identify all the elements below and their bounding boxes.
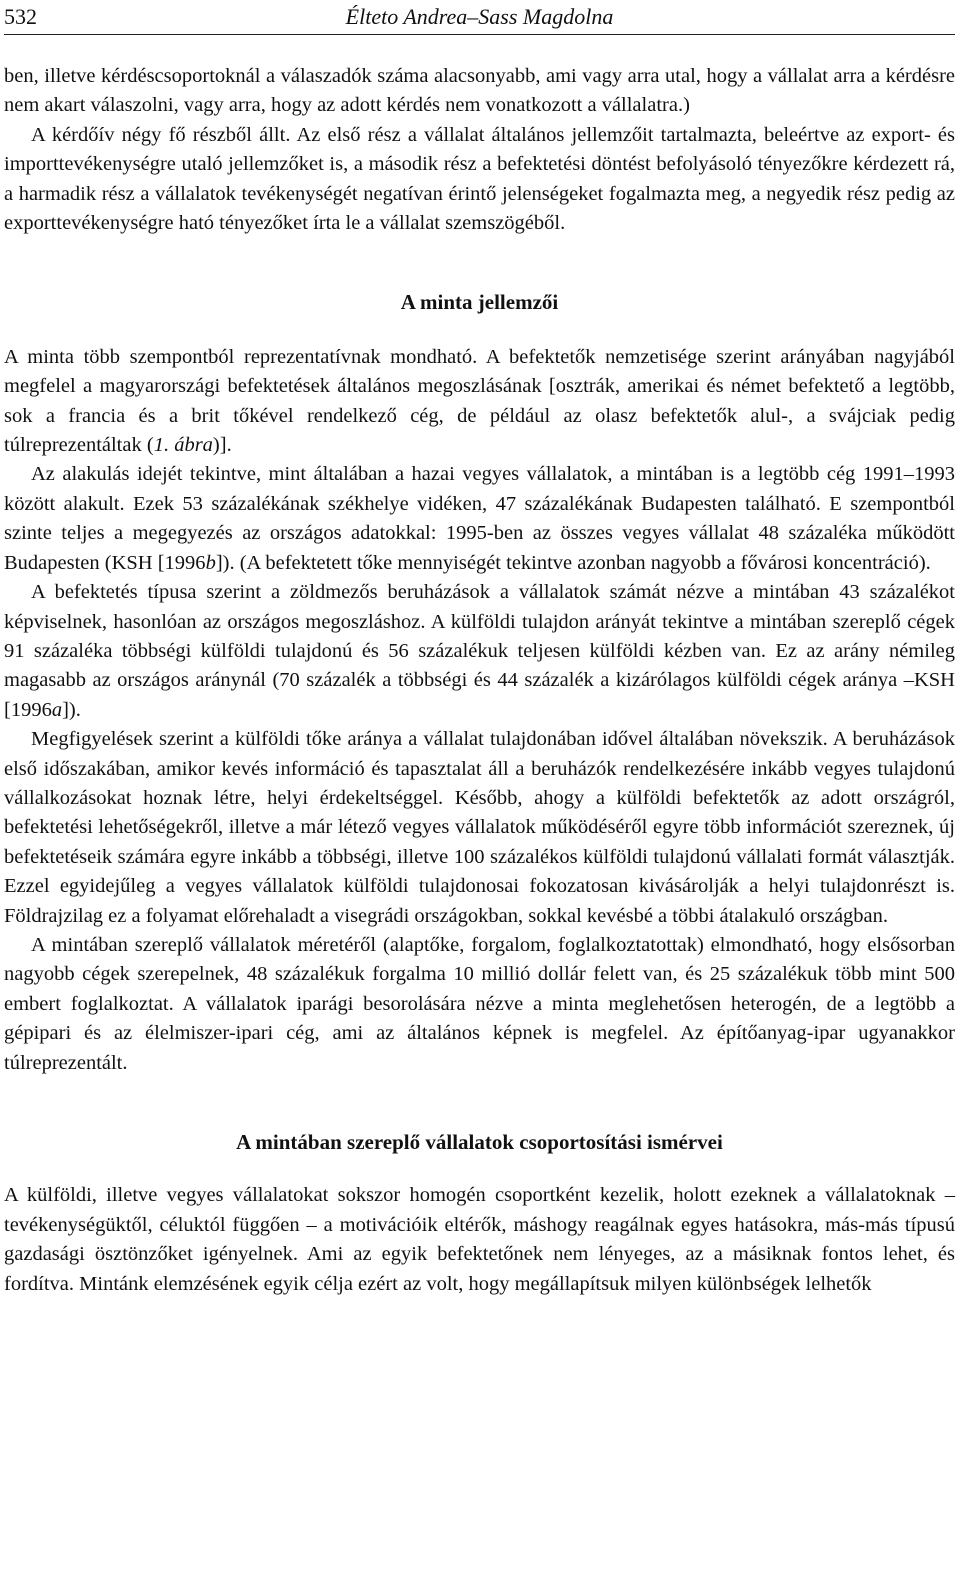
page-header bbox=[4, 2, 955, 35]
paragraph-company-size: A mintában szereplő vállalatok méretéről (alaptőke, forgalom, foglalkoztatottak) elmondható, hogy elsősorban nagyobb cégek szerepelnek, 48 százalékuk forgalma 10 millió dollár felett van, és 25 százalékuk több mint 500 embert foglalkoztat. A vállalatok iparági besorolására nézve a minta meglehetősen heterogén, de a legtöbb a gépipari és az élelmiszer-ipari cég, ami az általános képnek is megfelel. Az építőanyag-ipar ugyanakkor túlreprezentált. bbox=[4, 933, 955, 1074]
text-run: ]). bbox=[62, 698, 81, 721]
paragraph-grouping: A külföldi, illetve vegyes vállalatokat sokszor homogén csoportként kezelik, holott ezeknek a vállalatoknak – tevékenységüktől, céluktól függően – a motivációik eltérők, máshogy reagálnak egyes hatásokra, más-más típusú gazdasági ösztönzőket igényelnek. Ami az egyik befektetőnek nem lényeges, az a másiknak fontos lehet, és fordítva. Mintánk elemzésének egyik célja ezért az volt, hogy megállapítsuk milyen különbségek lelhetők bbox=[4, 1184, 955, 1295]
figure-reference: 1. ábra bbox=[153, 434, 213, 457]
citation-suffix: b bbox=[205, 551, 216, 574]
citation-suffix: a bbox=[51, 698, 63, 721]
paragraph-questionnaire: A kérdőív négy fő részből állt. Az első rész a vállalat általános jellemzőit tartalmazta, beleértve az export- és importtevékenységre utaló jellemzőket is, a második rész a befektetési döntést befolyásoló tényezőkre kérdezett rá, a harmadik rész a vállalatok tevékenységét negatívan érintő jelenségeket fogalmazta meg, a negyedik rész pedig az exporttevékenységre ható tényezőket írta le a vállalat szemszögéből. bbox=[4, 123, 955, 235]
paragraph-founding bbox=[4, 460, 955, 578]
paragraph-investment-type bbox=[4, 578, 955, 725]
section-heading-sample: A minta jellemzői bbox=[400, 290, 559, 315]
section-heading-grouping: A mintában szereplő vállalatok csoportosítási ismérvei bbox=[236, 1130, 723, 1154]
text-run: ]). (A befektetett tőke mennyiségét tekintve azonban nagyobb a fővárosi koncentráció). bbox=[215, 551, 931, 574]
running-head: Élteto Andrea–Sass Magdolna bbox=[345, 4, 614, 29]
paragraph-continued: ben, illetve kérdéscsoportoknál a válaszadók száma alacsonyabb, ami vagy arra utal, hogy a vállalat arra a kérdésre nem akart válaszolni, vagy arra, hogy az adott kérdés nem vonatkozott a vállalatra.) bbox=[4, 65, 955, 117]
article-body bbox=[4, 62, 955, 1299]
paragraph-ownership-trend: Megfigyelések szerint a külföldi tőke aránya a vállalat tulajdonában idővel általában növekszik. A beruházások első időszakában, amikor kevés információ és tapasztalat áll a beruházók rendelkezésére inkább vegyes tulajdonú vállalkozásokat hoznak létre, helyi érdekeltséggel. Később, ahogy a külföldi befektetők az adott országról, befektetési lehetőségekről, illetve a már létező vegyes vállalatok működéséről egyre több információt szereznek, új befektetéseik számára egyre inkább a többségi, illetve 100 százalékos külföldi tulajdonú vállalati formát választják. Ezzel egyidejűleg a vegyes vállalatok külföldi tulajdonosai fokozatosan kivásárolják a helyi tulajdonrészt is. Földrajzilag ez a folyamat előrehaladt a visegrádi országokban, sokkal kevésbé a többi átalakuló országban. bbox=[4, 728, 955, 927]
text-run: )]. bbox=[212, 434, 232, 457]
text-run: A befektetés típusa szerint a zöldmezős beruházások a vállalatok számát nézve a mintában 43 százalékot képviselnek, hasonlóan az országos megoszláshoz. A külföldi tulajdon arányát tekintve a mintában szereplő cégek 91 százaléka többségi külföldi tulajdonú és 56 százalékuk teljesen külföldi kézben van. Ez az arány némileg magasabb az országos aránynál (70 százalék a többségi és 44 százalék a kizárólagos külföldi cégek aránya –KSH [1996 bbox=[4, 581, 955, 721]
text-run: A minta több szempontból reprezentatívnak mondható. A befektetők nemzetisége szerint arányában nagyjából megfelel a magyarországi befektetések általános megoszlásának [osztrák, amerikai és német befektető a legtöbb, sok a francia és a brit tőkével rendelkező cég, de például az olasz befektetők alul-, a svájciak pedig túlreprezentáltak ( bbox=[4, 345, 955, 457]
paragraph-representative bbox=[4, 343, 955, 461]
document-page bbox=[0, 2, 960, 1578]
text-run: Az alakulás idejét tekintve, mint általában a hazai vegyes vállalatok, a mintában is a legtöbb cég 1991–1993 között alakult. Ezek 53 százalékának székhelye vidéken, 47 százalékának Budapesten található. E szempontból szinte teljes a megegyezés az országos adatokkal: 1995-ben az összes vegyes vállalat 48 százaléka működött Budapesten (KSH [1996 bbox=[4, 463, 955, 574]
page-number: 532 bbox=[4, 4, 37, 29]
